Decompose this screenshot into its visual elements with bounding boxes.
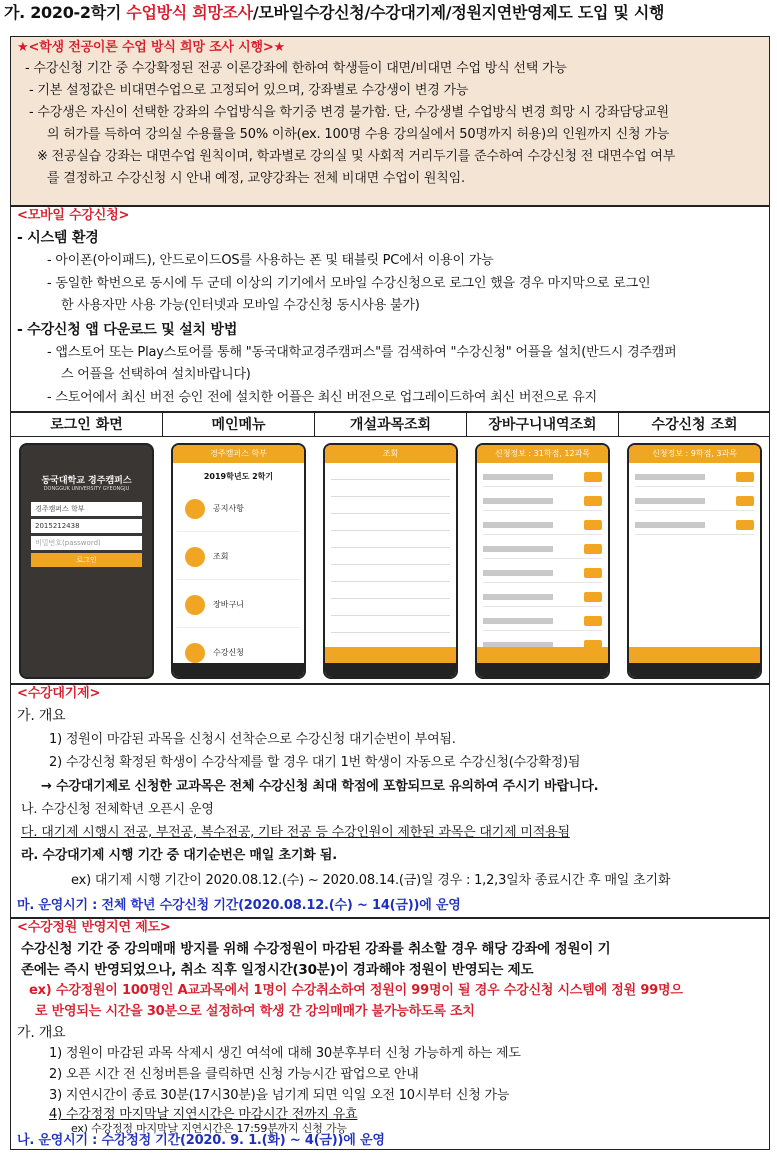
item-badge [584,472,602,482]
waitlist-item: 나. 수강신청 전체학년 오픈시 운영 [21,802,214,817]
waitlist-item: 1) 정원이 마감된 과목을 신청시 선착순으로 수강신청 대기순번이 부여됨. [49,732,456,747]
screen-label: 개설과목조회 [315,413,467,437]
login-brand: 동국대학교 경주캠퍼스 [41,476,132,486]
title-prefix: 가. 2020-2학기 [4,3,127,22]
app-bar: 신청정보 : 31학점, 12과목 [477,445,608,463]
list-item [635,515,754,535]
cart-screen-image [475,443,610,679]
overview-label: 가. 개요 [17,1025,66,1041]
nav-bar [477,663,608,677]
delay-desc: 수강신청 기간 중 강의매매 방지를 위해 수강정원이 마감된 강좌를 취소할 경우 해당 강좌에 정원이 기 [21,941,611,957]
item-text [483,522,553,528]
env-line: - 아이폰(아이패드), 안드로이드OS를 사용하는 폰 및 태블릿 PC에서 이용이 가능 [47,253,494,268]
item-text [635,498,705,504]
waitlist-item: 라. 수강대기제 시행 기간 중 대기순번은 매일 초기화 됨. [21,848,337,863]
list-item [331,534,450,548]
title-accent: 수업방식 희망조사 [126,3,253,22]
item-text [635,474,705,480]
delay-item: 1) 정원이 마감된 과목 삭제시 생긴 여석에 대해 30분후부터 신청 가능하게 하는 제도 [49,1046,521,1061]
list-item [635,491,754,511]
tab-bar [629,647,760,663]
item-badge [584,496,602,506]
waitlist-item: 다. 대기제 시행시 전공, 부전공, 복수전공, 기타 전공 등 수강인원이 제한된 과목은 대기제 미적용됨 [21,825,570,840]
waitlist-section [10,684,770,918]
list-item [635,467,754,487]
delay-example: ex) 수강정정 마지막날 지연시간은 17:59분까지 신청 가능 [71,1122,347,1135]
item-badge [584,616,602,626]
list-item [483,611,602,631]
delay-period: 나. 운영시기 : 수강정정 기간(2020. 9. 1.(화) ~ 4(금))에 운영 [17,1133,385,1148]
app-title: - 수강신청 앱 다운로드 및 설치 방법 [17,322,238,338]
list-item [331,602,450,616]
list-item [331,551,450,565]
app-line: - 앱스토어 또는 Play스토어를 통해 "동국대학교경주캠퍼스"를 검색하여 "수강신청" 어플을 설치(반드시 경주캠퍼 [47,345,677,360]
password-field: 비밀번호(password) [31,536,142,550]
campus-select: 경주캠퍼스 학부 [31,502,142,516]
login-screen-image [19,443,154,679]
item-badge [584,592,602,602]
item-badge [736,472,754,482]
list-item [483,539,602,559]
item-badge [584,568,602,578]
title-suffix: /모바일수강신청/수강대기제/정원지연반영제도 도입 및 시행 [252,3,665,22]
menu-item [177,486,300,532]
menu-icon [185,499,205,519]
nav-bar [629,663,760,677]
app-bar: 조회 [325,445,456,463]
survey-line: - 수강신청 기간 중 수강확정된 전공 이론강좌에 한하여 학생들이 대면/비대면 수업 방식 선택 가능 [25,61,567,76]
menu-label: 조회 [213,552,229,561]
list-item [331,500,450,514]
item-text [483,570,553,576]
menu-label: 장바구니 [213,600,244,609]
menu-icon [185,595,205,615]
list-item [483,563,602,583]
env-line: - 동일한 학번으로 동시에 두 군데 이상의 기기에서 모바일 수강신청으로 로그인 했을 경우 마지막으로 로그인 [47,276,651,291]
menu-label: 수강신청 [213,648,244,657]
screen-label: 메인메뉴 [163,413,315,437]
nav-bar [173,663,304,677]
screen-label: 장바구니내역조회 [467,413,619,437]
app-screenshots [10,412,770,684]
main-menu-screen-image [171,443,306,679]
waitlist-note: → 수강대기제로 신청한 교과목은 전체 수강신청 최대 학점에 포함되므로 유의하여 주시기 바랍니다. [41,779,599,794]
item-text [635,522,705,528]
delay-item: 2) 오픈 시간 전 신청버튼을 클릭하면 신청 가능시간 팝업으로 안내 [49,1067,419,1082]
mobile-title: <모바일 수강신청> [17,208,130,223]
tab-bar [325,647,456,663]
app-line: 스 어플을 선택하여 설치바랍니다) [61,367,251,382]
list-item [331,466,450,480]
app-bar: 신청정보 : 9학점, 3과목 [629,445,760,463]
list-item [331,483,450,497]
mobile-section [10,206,770,412]
list-item [331,619,450,633]
screen-label: 로그인 화면 [11,413,163,437]
item-text [483,618,553,624]
waitlist-title: <수강대기제> [17,686,101,701]
survey-section [10,36,770,206]
delay-example: 로 반영되는 시간을 30분으로 설정하여 학생 간 강의매매가 불가능하도록 조치 [35,1004,475,1019]
waitlist-example: ex) 대기제 시행 기간이 2020.08.12.(수) ~ 2020.08.14.(금)일 경우 : 1,2,3일차 종료시간 후 매일 초기화 [71,873,671,888]
item-text [483,546,553,552]
id-field: 2015212438 [31,519,142,533]
screen-label: 수강신청 조회 [619,413,770,437]
survey-line: 의 허가를 득하여 강의실 수용률을 50% 이하(ex. 100명 수용 강의실에서 50명까지 허용)의 인원까지 신청 가능 [47,127,670,142]
env-title: - 시스템 환경 [17,230,99,246]
delay-item: 4) 수강정정 마지막날 지연시간은 마감시간 전까지 유효 [49,1107,358,1122]
menu-icon [185,547,205,567]
item-badge [584,520,602,530]
menu-icon [185,643,205,663]
login-button: 로그인 [31,553,142,567]
login-sub: DONGGUK UNIVERSITY GYEONGJU [43,486,130,492]
survey-note: ※ 전공실습 강좌는 대면수업 원칙이며, 학과별로 강의실 및 사회적 거리두기를 준수하여 수강신청 전 대면수업 여부 [37,149,676,164]
waitlist-item: 2) 수강신청 확정된 학생이 수강삭제를 할 경우 대기 1번 학생이 자동으로 수강신청(수강확정)됨 [49,755,581,770]
delay-title: <수강정원 반영지연 제도> [17,920,171,935]
app-bar: 경주캠퍼스 학부 [173,445,304,463]
list-item [331,585,450,599]
waitlist-period: 마. 운영시기 : 전체 학년 수강신청 기간(2020.08.12.(수) ~ 14(금))에 운영 [17,898,461,913]
registration-screen-image [627,443,762,679]
list-item [483,587,602,607]
survey-line: - 수강생은 자신이 선택한 강좌의 수업방식을 학기중 변경 불가함. 단, 수강생별 수업방식 변경 희망 시 강좌담당교원 [29,105,669,120]
overview-label: 가. 개요 [17,708,66,724]
menu-item [177,582,300,628]
menu-label: 공지사항 [213,504,244,513]
list-item [331,568,450,582]
survey-line: - 기본 설정값은 비대면수업으로 고정되어 있으며, 강좌별로 수강생이 변경 가능 [29,83,469,98]
list-item [483,467,602,487]
delay-desc: 존에는 즉시 반영되었으나, 취소 직후 일정시간(30분)이 경과해야 정원이 반영되는 제도 [21,962,534,978]
item-badge [736,496,754,506]
nav-bar [325,663,456,677]
menu-item [177,534,300,580]
delay-example: ex) 수강정원이 100명인 A교과목에서 1명이 수강취소하여 정원이 99명이 될 경우 수강신청 시스템에 정원 99명으 [29,983,683,998]
survey-note: 를 결정하고 수강신청 시 안내 예정, 교양강좌는 전체 비대면 수업이 원칙임. [47,171,465,186]
survey-title: ★<학생 전공이론 수업 방식 희망 조사 시행>★ [17,40,285,55]
list-item [483,515,602,535]
app-line: - 스토어에서 최신 버전 승인 전에 설치한 어플은 최신 버전으로 업그레이드하여 최신 버전으로 유지 [47,390,597,405]
env-line: 한 사용자만 사용 가능(인터넷과 모바일 수강신청 동시사용 불가) [61,298,420,313]
item-text [483,474,553,480]
delay-item: 3) 지연시간이 종료 30분(17시30분)을 넘기게 되면 익일 오전 10시부터 신청 가능 [49,1088,510,1103]
term-label: 2019학년도 2학기 [203,472,274,481]
delay-section [10,918,770,1150]
course-screen-image [323,443,458,679]
list-item [331,517,450,531]
item-badge [584,544,602,554]
list-item [483,491,602,511]
item-text [483,498,553,504]
tab-bar [477,647,608,663]
page-title [4,0,773,30]
item-text [483,594,553,600]
item-badge [736,520,754,530]
